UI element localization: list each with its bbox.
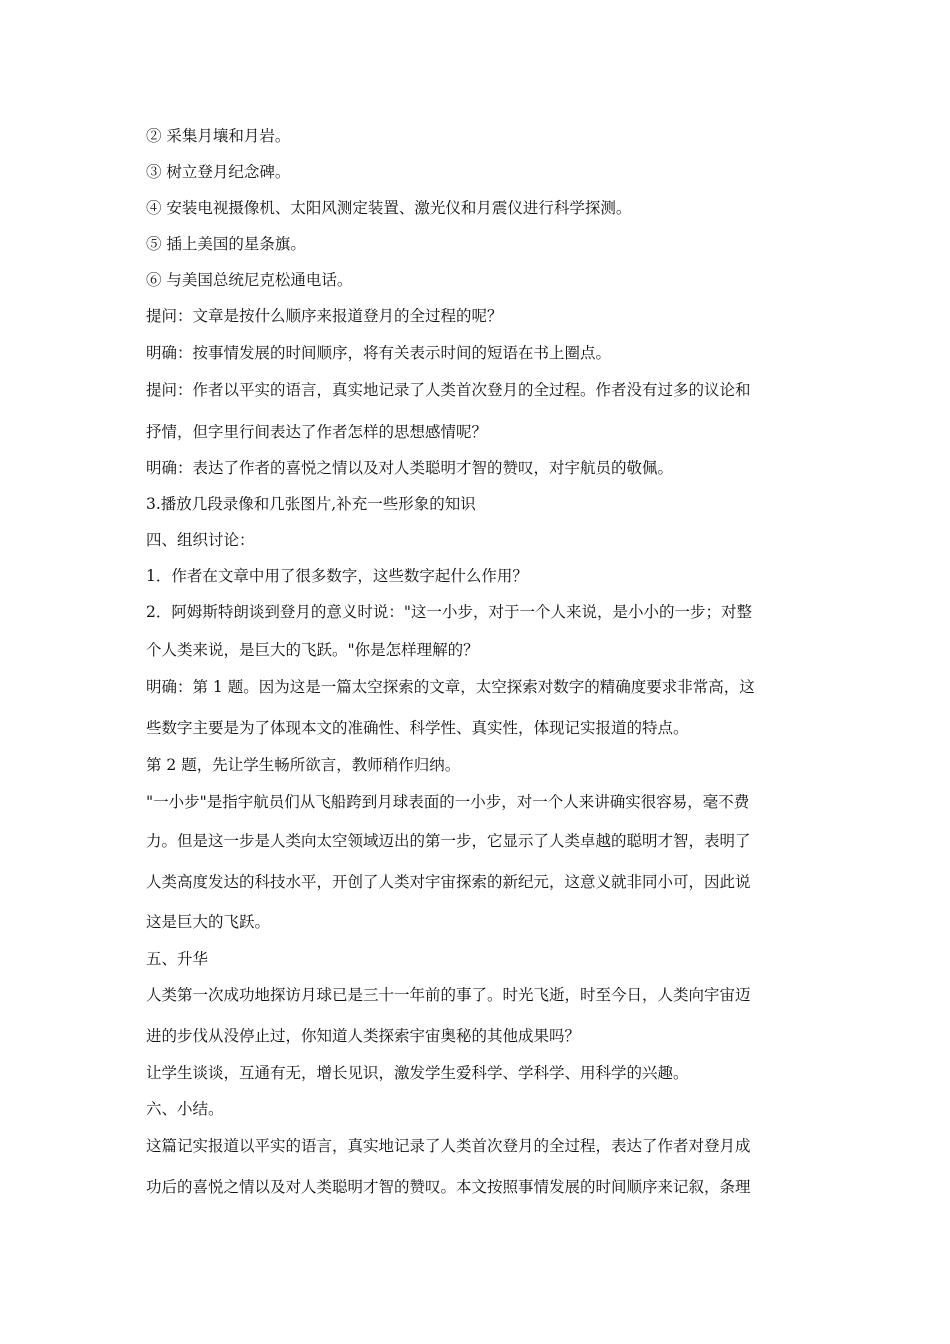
text-line: 个人类来说，是巨大的飞跃。"你是怎样理解的？ (146, 641, 479, 659)
text-line: 抒情，但字里行间表达了作者怎样的思想感情呢？ (146, 423, 488, 441)
text-line: 第 2 题，先让学生畅所欲言，教师稍作归纳。 (146, 756, 461, 774)
text-line: 明确：按事情发展的时间顺序，将有关表示时间的短语在书上圈点。 (146, 344, 612, 362)
text-line: 进的步伐从没停止过，你知道人类探索宇宙奥秘的其他成果吗？ (146, 1027, 581, 1045)
section-heading: 五、升华 (146, 950, 209, 968)
text-line: 力。但是这一步是人类向太空领域迈出的第一步，它显示了人类卓越的聪明才智，表明了 (146, 832, 751, 850)
text-line: ⑥ 与美国总统尼克松通电话。 (146, 271, 353, 289)
text-line: 些数字主要是为了体现本文的准确性、科学性、真实性，体现记实报道的特点。 (146, 719, 689, 737)
section-heading: 四、组织讨论： (146, 531, 255, 549)
text-line: 人类第一次成功地探访月球已是三十一年前的事了。时光飞逝，时至今日，人类向宇宙迈 (146, 986, 751, 1004)
text-line: 3.播放几段录像和几张图片,补充一些形象的知识 (146, 495, 476, 513)
text-line: 提问：文章是按什么顺序来报道登月的全过程的呢？ (146, 307, 503, 325)
section-heading: 六、小结。 (146, 1100, 224, 1118)
text-line: 人类高度发达的科技水平，开创了人类对宇宙探索的新纪元，这意义就非同小可，因此说 (146, 873, 751, 891)
text-line: 2．阿姆斯特朗谈到登月的意义时说："这一小步，对于一个人来说，是小小的一步；对整 (146, 603, 752, 621)
text-line: 1．作者在文章中用了很多数字，这些数字起什么作用？ (146, 567, 528, 585)
text-line: 明确：表达了作者的喜悦之情以及对人类聪明才智的赞叹，对宇航员的敬佩。 (146, 459, 674, 477)
text-line: 提问：作者以平实的语言，真实地记录了人类首次登月的全过程。作者没有过多的议论和 (146, 381, 751, 399)
text-line: ③ 树立登月纪念碑。 (146, 163, 291, 181)
text-line: "一小步"是指宇航员们从飞船跨到月球表面的一小步，对一个人来讲确实很容易，毫不费 (146, 793, 750, 811)
text-line: 这是巨大的飞跃。 (146, 913, 271, 931)
text-line: 明确：第 1 题。因为这是一篇太空探索的文章，太空探索对数字的精确度要求非常高，这 (146, 678, 755, 696)
text-line: 让学生谈谈，互通有无，增长见识，激发学生爱科学、学科学、用科学的兴趣。 (146, 1064, 689, 1082)
text-line: ② 采集月壤和月岩。 (146, 127, 291, 145)
text-line: ⑤ 插上美国的星条旗。 (146, 235, 306, 253)
text-line: ④ 安装电视摄像机、太阳风测定装置、激光仪和月震仪进行科学探测。 (146, 199, 632, 217)
text-line: 这篇记实报道以平实的语言，真实地记录了人类首次登月的全过程，表达了作者对登月成 (146, 1137, 751, 1155)
text-line: 功后的喜悦之情以及对人类聪明才智的赞叹。本文按照事情发展的时间顺序来记叙，条理 (146, 1178, 751, 1196)
